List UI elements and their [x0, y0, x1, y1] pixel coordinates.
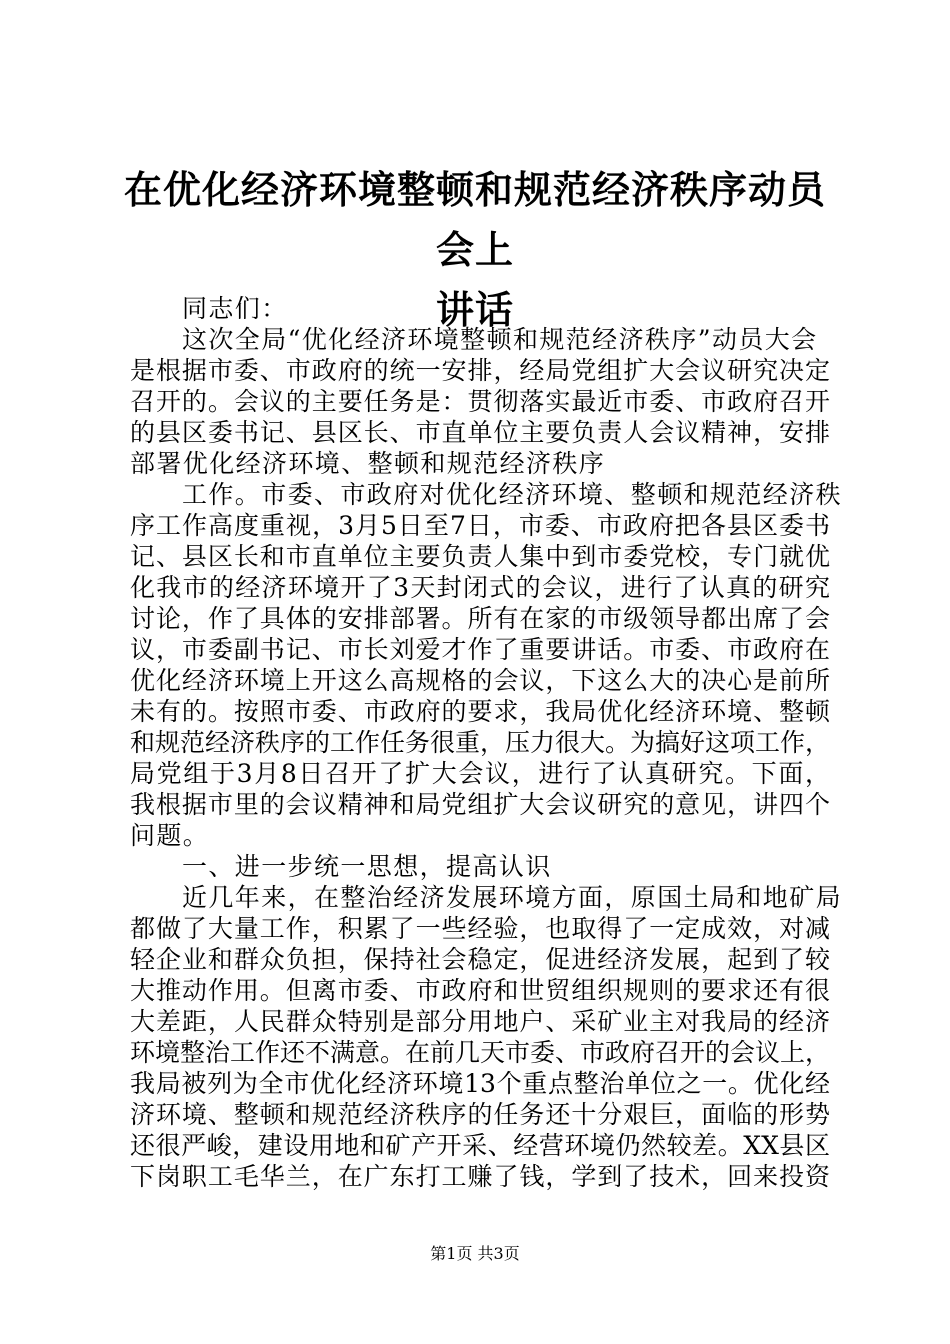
text-line: 我局被列为全市优化经济环境13个重点整治单位之一。优化经 [130, 1069, 830, 1098]
text-line: 召开的。会议的主要任务是：贯彻落实最近市委、市政府召开 [130, 387, 830, 416]
text-line: 讨论，作了具体的安排部署。所有在家的市级领导都出席了会 [130, 604, 830, 633]
text-line: 序工作高度重视，3月5日至7日，市委、市政府把各县区委书 [130, 511, 830, 540]
text-line: 局党组于3月8日召开了扩大会议，进行了认真研究。下面， [130, 759, 830, 788]
text-line: 优化经济环境上开这么高规格的会议，下这么大的决心是前所 [130, 666, 830, 695]
text-line: 这次全局“优化经济环境整顿和规范经济秩序”动员大会 [182, 325, 818, 354]
text-line: 济环境、整顿和规范经济秩序的任务还十分艰巨，面临的形势 [130, 1100, 830, 1129]
document-body [130, 293, 843, 1192]
text-line: 化我市的经济环境开了3天封闭式的会议，进行了认真的研究 [130, 573, 830, 602]
salutation: 同志们： [182, 294, 288, 323]
page-number-footer: 第1页 共3页 [430, 1244, 520, 1263]
text-line: 都做了大量工作，积累了一些经验，也取得了一定成效，对减 [130, 914, 830, 943]
text-line: 和规范经济秩序的工作任务很重，压力很大。为搞好这项工作， [130, 728, 831, 757]
text-line: 环境整治工作还不满意。在前几天市委、市政府召开的会议上， [130, 1038, 831, 1067]
text-line: 是根据市委、市政府的统一安排，经局党组扩大会议研究决定 [130, 356, 830, 385]
text-line: 大差距，人民群众特别是部分用地户、采矿业主对我局的经济 [130, 1007, 830, 1036]
text-line: 的县区委书记、县区长、市直单位主要负责人会议精神，安排 [130, 418, 830, 447]
text-line: 我根据市里的会议精神和局党组扩大会议研究的意见，讲四个 [130, 790, 830, 819]
text-line: 还很严峻，建设用地和矿产开采、经营环境仍然较差。XX县区 [130, 1131, 830, 1160]
text-line: 议，市委副书记、市长刘爱才作了重要讲话。市委、市政府在 [130, 635, 830, 664]
text-line: 轻企业和群众负担，保持社会稳定，促进经济发展，起到了较 [130, 945, 830, 974]
text-line: 工作。市委、市政府对优化经济环境、整顿和规范经济秩 [182, 480, 843, 509]
text-line: 下岗职工毛华兰，在广东打工赚了钱，学到了技术，回来投资 [130, 1162, 830, 1191]
text-line: 近几年来，在整治经济发展环境方面，原国土局和地矿局 [182, 883, 843, 912]
title-line-2: 讲话 [435, 287, 514, 332]
text-line: 问题。 [130, 821, 210, 850]
title-line-1: 在优化经济环境整顿和规范经济秩序动员会上 [123, 167, 826, 272]
text-line: 未有的。按照市委、市政府的要求，我局优化经济环境、整顿 [130, 697, 830, 726]
text-line: 大推动作用。但离市委、市政府和世贸组织规则的要求还有很 [130, 976, 830, 1005]
text-line: 记、县区长和市直单位主要负责人集中到市委党校，专门就优 [130, 542, 830, 571]
section-heading: 一、进一步统一思想，提高认识 [182, 852, 552, 881]
text-line: 部署优化经济环境、整顿和规范经济秩序 [130, 449, 606, 478]
